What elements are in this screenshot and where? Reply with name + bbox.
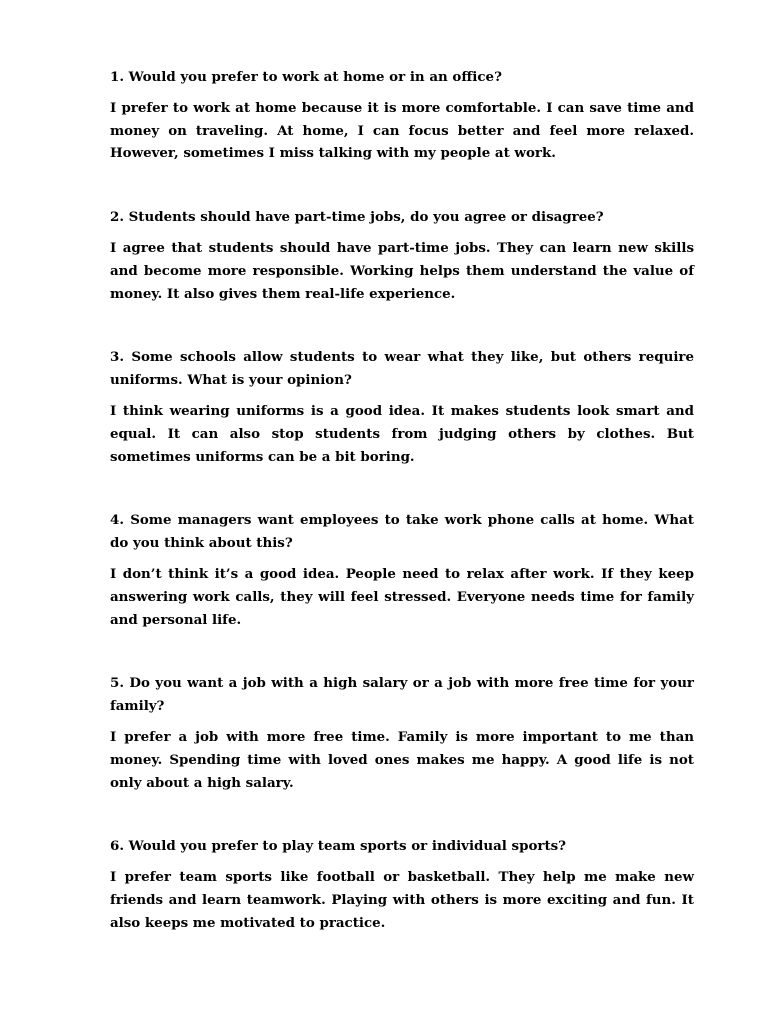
qa-item-1 xyxy=(110,66,694,165)
question-1: 1. Would you prefer to work at home or in an office? xyxy=(110,69,502,85)
question-3: 3. Some schools allow students to wear what they like, but others require uniforms. What is your opinion? xyxy=(110,349,694,389)
question-4: 4. Some managers want employees to take work phone calls at home. What do you think about this? xyxy=(110,512,694,552)
question-5: 5. Do you want a job with a high salary or a job with more free time for your family? xyxy=(110,675,694,715)
question-2: 2. Students should have part-time jobs, do you agree or disagree? xyxy=(110,209,604,226)
answer-6: I prefer team sports like football or basketball. They help me make new friends and learn teamwork. Playing with others is more exciting and fun. It also keeps me motivated to practice. xyxy=(110,869,694,931)
qa-item-5 xyxy=(110,672,694,794)
answer-3: I think wearing uniforms is a good idea. It makes students look smart and equal. It can also stop students from judging others by clothes. But sometimes uniforms can be a bit boring. xyxy=(110,402,694,465)
question-6: 6. Would you prefer to play team sports or individual sports? xyxy=(110,838,567,855)
answer-1: I prefer to work at home because it is more comfortable. I can save time and money on traveling. At home, I can focus better and feel more relaxed. However, sometimes I miss talking with my people at work. xyxy=(110,99,694,162)
qa-item-3 xyxy=(110,346,694,468)
qa-item-6 xyxy=(110,835,694,934)
answer-5: I prefer a job with more free time. Family is more important to me than money. Spending time with loved ones makes me happy. A good life is not only about a high salary. xyxy=(110,728,694,791)
qa-item-4 xyxy=(110,509,694,631)
answer-2: I agree that students should have part-time jobs. They can learn new skills and become more responsible. Working helps them understand the value of money. It also gives them real-life experience. xyxy=(110,239,694,302)
answer-4: I don’t think it’s a good idea. People need to relax after work. If they keep answering work calls, they will feel stressed. Everyone needs time for family and personal life. xyxy=(110,565,694,628)
document-page xyxy=(110,66,694,976)
qa-item-2 xyxy=(110,206,694,305)
